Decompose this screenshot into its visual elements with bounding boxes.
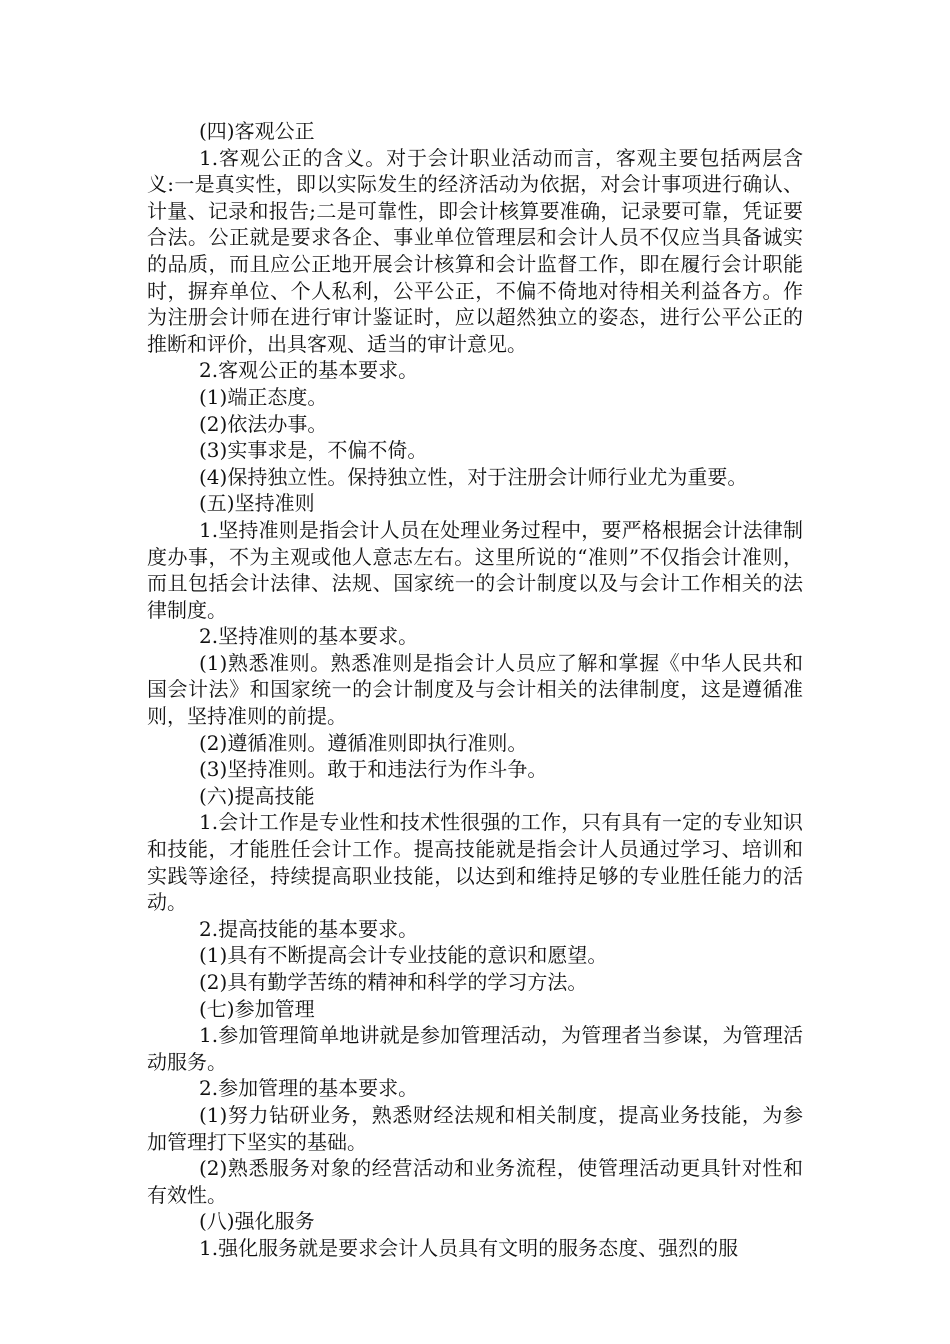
paragraph-participate-management-requirements: 2.参加管理的基本要求。 — [199, 1076, 419, 1101]
paragraph-objective-fairness-requirements: 2.客观公正的基本要求。 — [199, 358, 419, 383]
list-item-know-clients: (2)熟悉服务对象的经营活动和业务流程，使管理活动更具针对性和有效性。 — [147, 1156, 803, 1207]
list-item-uphold-standards: (3)坚持准则。敢于和违法行为作斗争。 — [199, 757, 548, 782]
list-item-seek-truth: (3)实事求是，不偏不倚。 — [199, 438, 428, 463]
list-item-correct-attitude: (1)端正态度。 — [199, 384, 328, 409]
list-item-familiar-standards: (1)熟悉准则。熟悉准则是指会计人员应了解和掌握《中华人民共和国会计法》和国家统一的会计制度及与会计相关的法律制度，这是遵循准则，坚持准则的前提。 — [147, 650, 803, 729]
section-heading-adhere-standards: (五)坚持准则 — [199, 491, 315, 516]
section-heading-objective-fairness: (四)客观公正 — [199, 119, 315, 143]
section-heading-improve-skills: (六)提高技能 — [199, 783, 315, 808]
document-body — [147, 118, 803, 1262]
paragraph-improve-skills-requirements: 2.提高技能的基本要求。 — [199, 916, 419, 941]
paragraph-adhere-standards-requirements: 2.坚持准则的基本要求。 — [199, 624, 419, 649]
paragraph-objective-fairness-meaning: 1.客观公正的含义。对于会计职业活动而言，客观主要包括两层含义:一是真实性，即以实际发生的经济活动为依据，对会计事项进行确认、计量、记录和报告;二是可靠性，即会计核算要准确，记录要可靠，凭证要合法。公正就是要求各企、事业单位管理层和会计人员不仅应当具备诚实的品质，而且应公正地开展会计核算和会计监督工作，即在履行会计职能时，摒弃单位、个人私利，公平公正，不偏不倚地对待相关利益各方。作为注册会计师在进行审计鉴证时，应以超然独立的姿态，进行公平公正的推断和评价，出具客观、适当的审计意见。 — [147, 145, 803, 356]
list-item-follow-standards: (2)遵循准则。遵循准则即执行准则。 — [199, 730, 528, 755]
section-heading-strengthen-service: (八)强化服务 — [199, 1209, 315, 1234]
section-heading-participate-management: (七)参加管理 — [199, 996, 315, 1021]
paragraph-adhere-standards-meaning: 1.坚持准则是指会计人员在处理业务过程中，要严格根据会计法律制度办事，不为主观或他人意志左右。这里所说的“准则”不仅指会计准则，而且包括会计法律、法规、国家统一的会计制度以及与会计工作相关的法律制度。 — [147, 517, 803, 622]
list-item-study-business: (1)努力钻研业务，熟悉财经法规和相关制度，提高业务技能，为参加管理打下坚实的基础。 — [147, 1102, 803, 1154]
paragraph-strengthen-service-meaning: 1.强化服务就是要求会计人员具有文明的服务态度、强烈的服 — [199, 1235, 739, 1260]
paragraph-participate-management-meaning: 1.参加管理简单地讲就是参加管理活动，为管理者当参谋，为管理活动服务。 — [147, 1023, 803, 1074]
list-item-independence: (4)保持独立性。保持独立性，对于注册会计师行业尤为重要。 — [199, 464, 748, 489]
list-item-skill-awareness: (1)具有不断提高会计专业技能的意识和愿望。 — [199, 943, 608, 968]
paragraph-improve-skills-meaning: 1.会计工作是专业性和技术性很强的工作，只有具有一定的专业知识和技能，才能胜任会计工作。提高技能就是指会计人员通过学习、培训和实践等途径，持续提高职业技能，以达到和维持足够的专业胜任能力的活动。 — [147, 810, 803, 915]
list-item-act-by-law: (2)依法办事。 — [199, 411, 328, 436]
list-item-learning-method: (2)具有勤学苦练的精神和科学的学习方法。 — [199, 970, 588, 994]
